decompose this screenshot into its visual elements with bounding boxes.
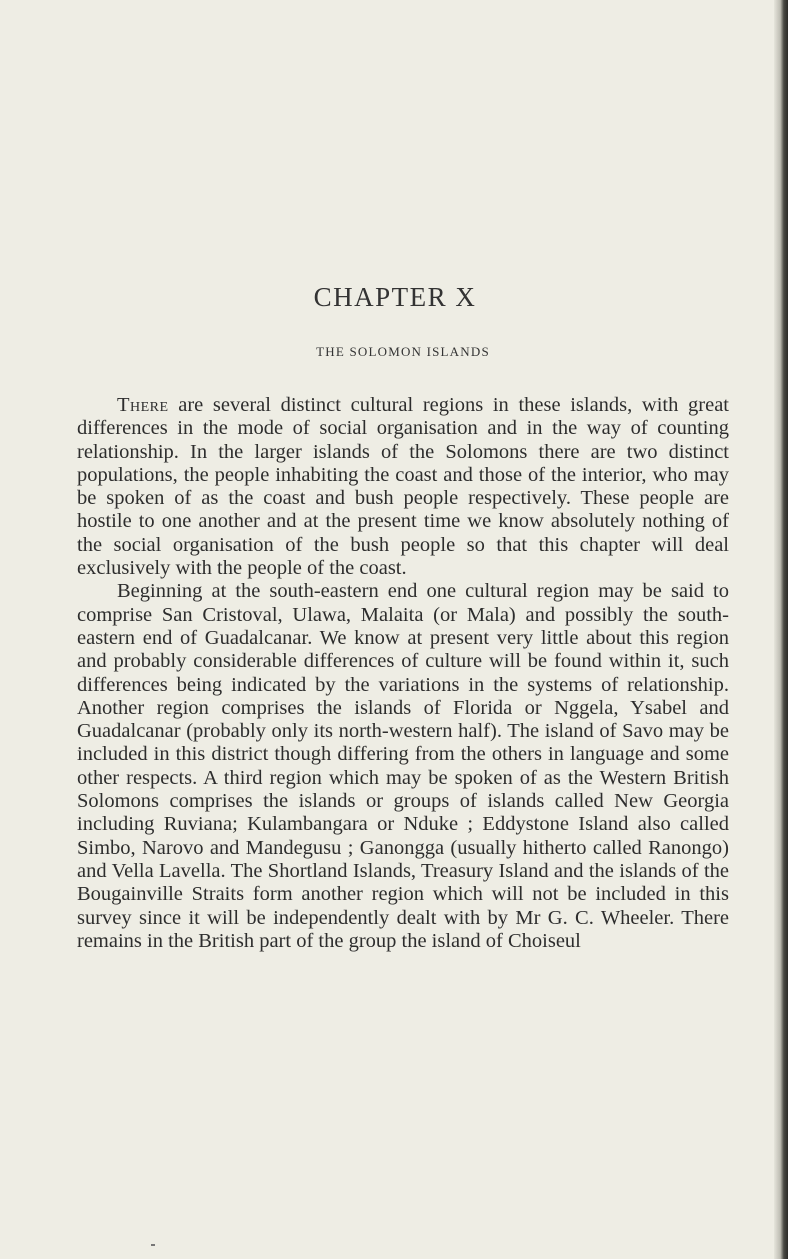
page-mark <box>151 1244 155 1246</box>
paragraph-2-text: Beginning at the south-eastern end one cultural region may be said to comprise San Cristoval, Ulawa, Malaita (or Mala) and possibly the south-eastern end of Guadalcanar. We know at present very little about this region and probably considerable differences of culture will be found within it, such differences being indicated by the variations in the systems of relationship. Another region comprises the islands of Florida or Nggela, Ysabel and Guadalcanar (probably only its north-western half). The island of Savo may be included in this district though differing from the others in language and some other respects. A third region which may be spoken of as the Western British Solomons comprises the islands or groups of islands called New Georgia including Ruviana; Kulambangara or Nduke ; Eddystone Island also called Simbo, Narovo and Mandegusu ; Ganongga (usually hitherto called Ranongo) and Vella Lavella. The Shortland Islands, Treasury Island and the islands of the Bougainville Straits form another region which will not be included in this survey since it will be independently dealt with by Mr G. C. Wheeler. There remains in the British part of the group the island of Choiseul <box>77 580 729 952</box>
paragraph-1 <box>77 394 729 580</box>
chapter-subheading: THE SOLOMON ISLANDS <box>316 344 490 359</box>
paragraph-1-lead-word: There <box>117 394 169 416</box>
page-edge-shadow <box>774 0 788 1259</box>
body-text <box>77 394 729 953</box>
paragraph-2 <box>77 580 729 953</box>
paragraph-1-text: are several distinct cultural regions in these islands, with great differences in the mode of social organisation and in the way of counting relationship. In the larger islands of the Solomons there are two distinct populations, the people inhabiting the coast and those of the interior, who may be spoken of as the coast and bush people respectively. These people are hostile to one another and at the present time we know absolutely nothing of the social organisation of the bush people so that this chapter will deal exclusively with the people of the coast. <box>77 394 729 580</box>
chapter-heading: CHAPTER X <box>313 282 477 312</box>
